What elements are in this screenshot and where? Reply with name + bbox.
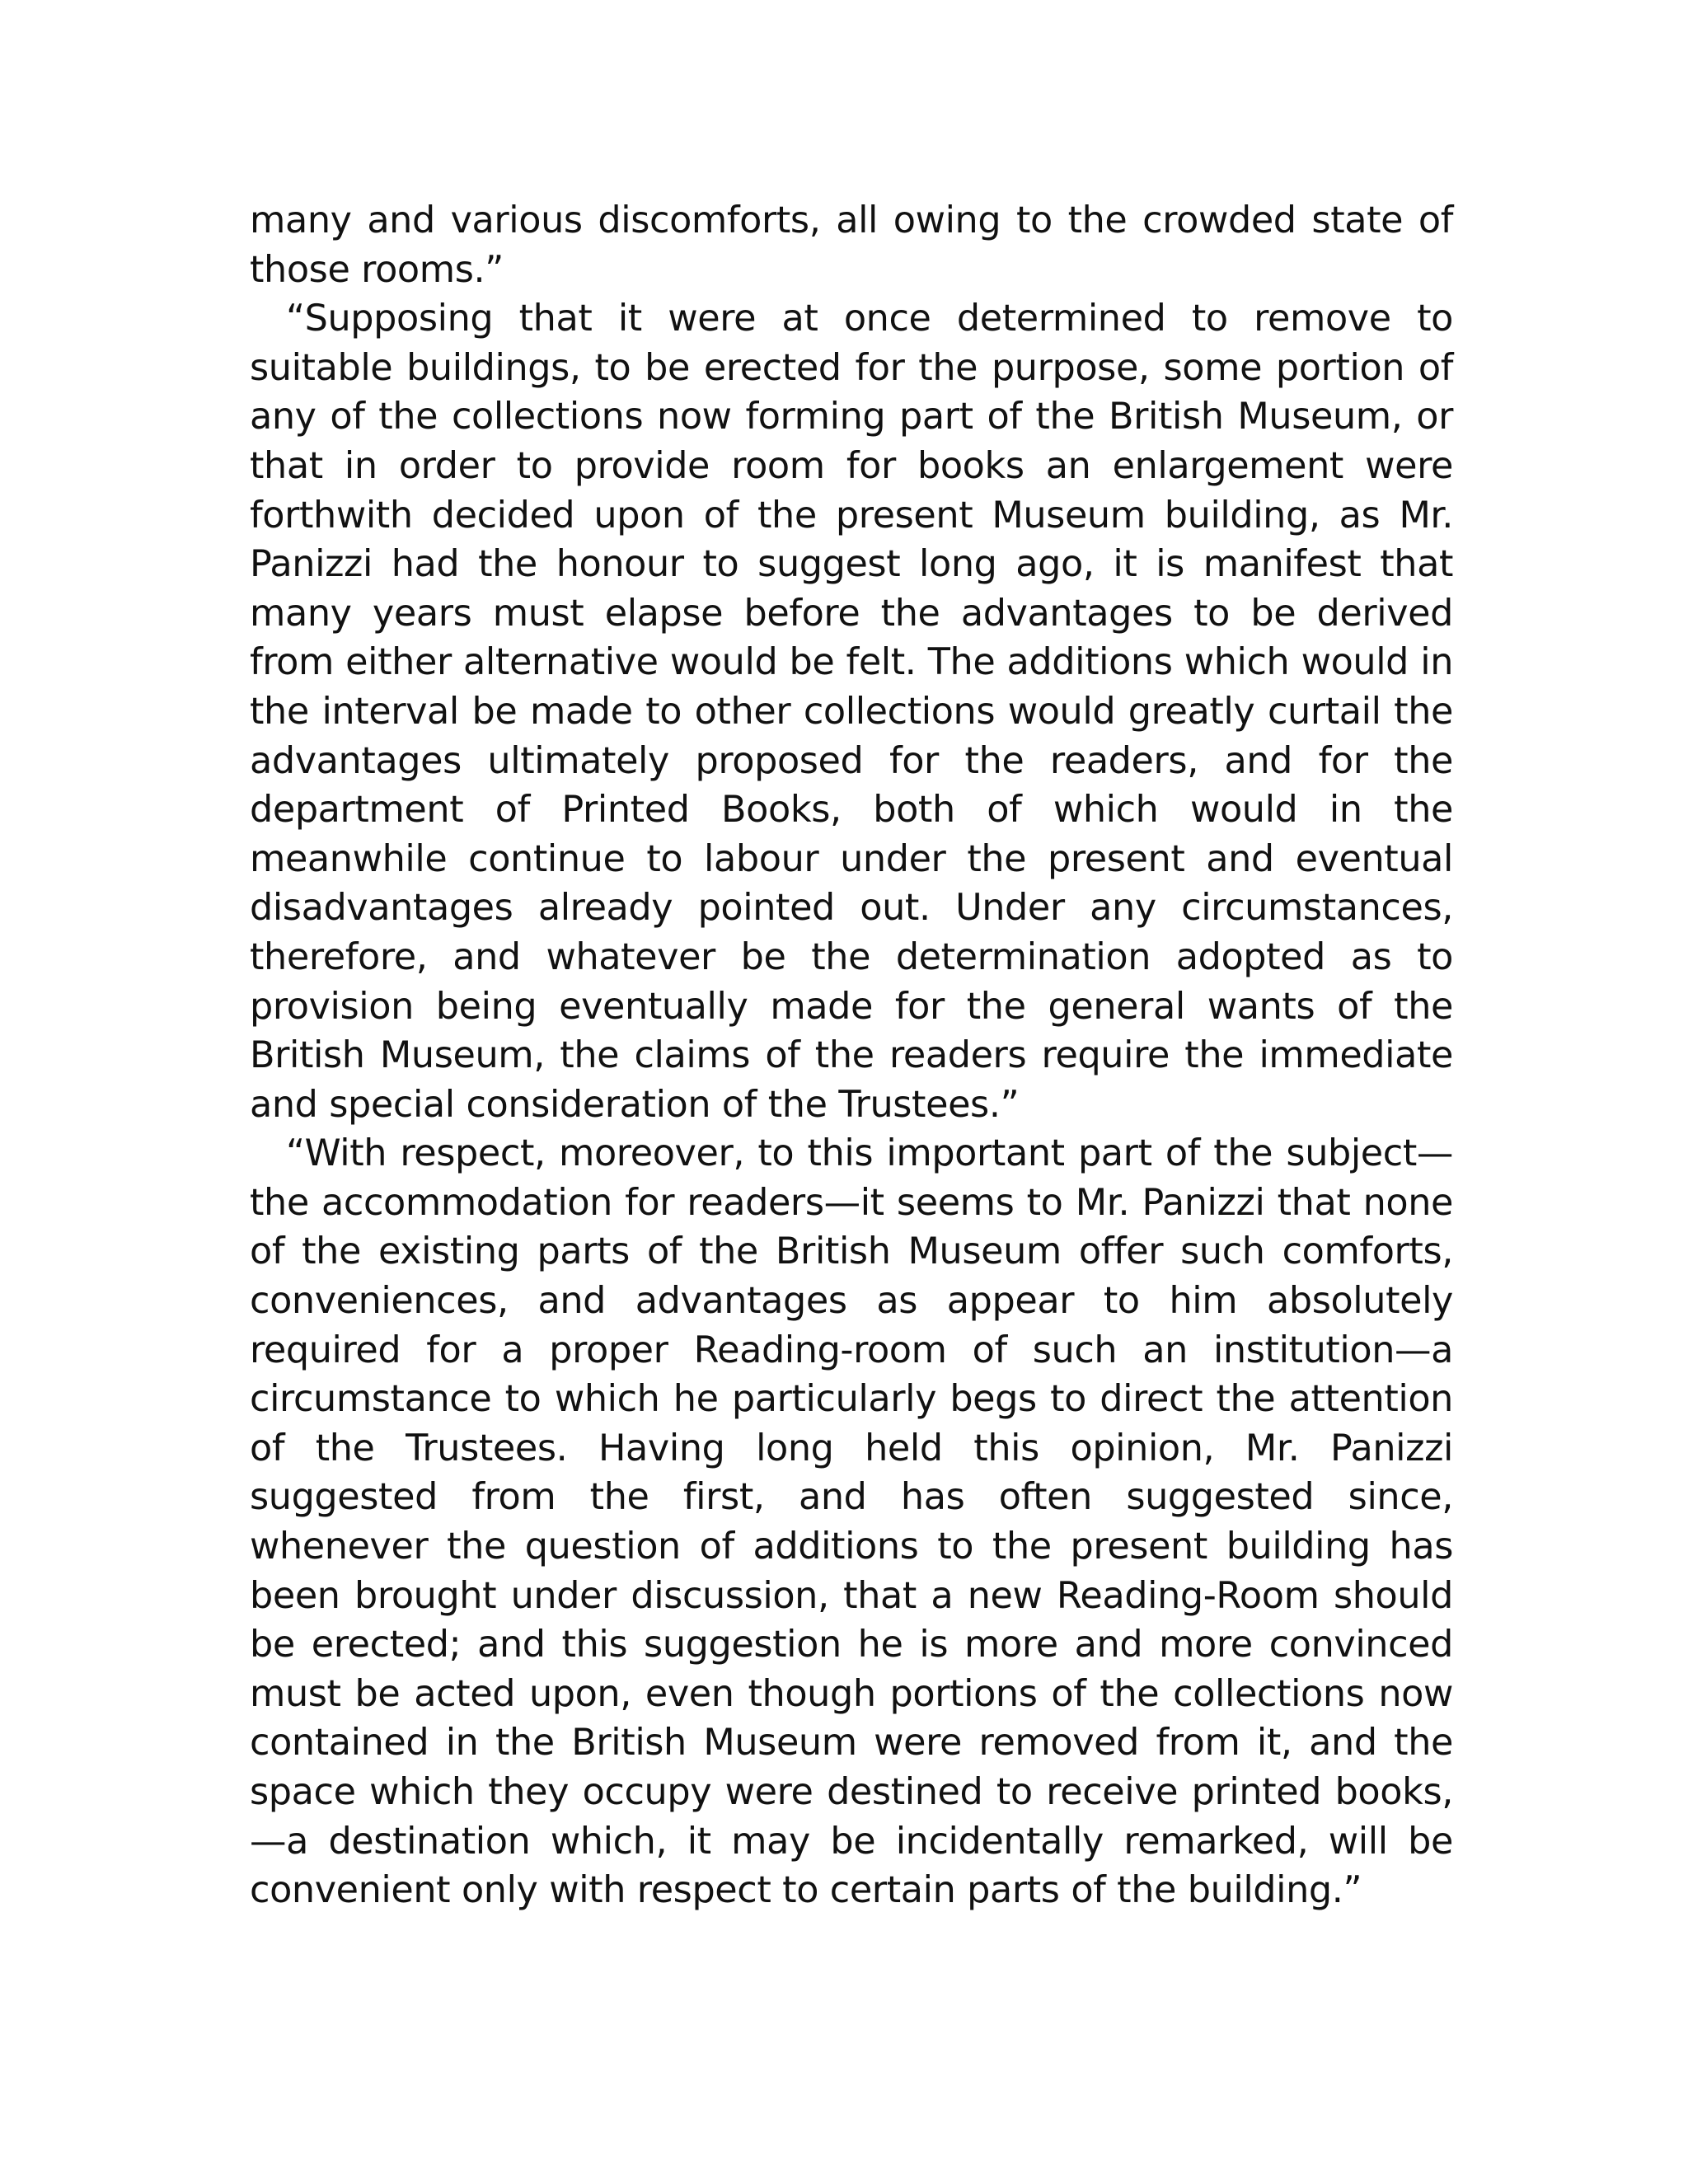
- paragraph-continuation: many and various discomforts, all owing to the crowded state of those rooms.”: [250, 199, 1453, 291]
- paragraph-with-respect: “With respect, moreover, to this important part of the subject—the accommodation for readers—it seems to Mr. Panizzi that none of the existing parts of the British Museum offer such comforts, conveniences, and advantages as appear to him absolutely required for a proper Reading-room of such an institution—a circumstance to which he particularly begs to direct the attention of the Trustees. Having long held this opinion, Mr. Panizzi suggested from the first, and has often suggested since, whenever the question of additions to the present building has been brought under discussion, that a new Reading-Room should be erected; and this suggestion he is more and more convinced must be acted upon, even though portions of the collections now contained in the British Museum were removed from it, and the space which they occupy were destined to receive printed books,—a destination which, it may be incidentally remarked, will be convenient only with respect to certain parts of the building.”: [250, 1132, 1453, 1912]
- paragraph-supposing: “Supposing that it were at once determined to remove to suitable buildings, to be erected for the purpose, some portion of any of the collections now forming part of the British Museum, or that in order to provide room for books an enlargement were forthwith decided upon of the present Museum building, as Mr. Panizzi had the honour to suggest long ago, it is manifest that many years must elapse before the advantages to be derived from either alternative would be felt. The additions which would in the interval be made to other collections would greatly curtail the advantages ultimately proposed for the readers, and for the department of Printed Books, both of which would in the meanwhile continue to labour under the present and eventual disadvantages already pointed out. Under any circumstances, therefore, and whatever be the determination adopted as to provision being eventually made for the general wants of the British Museum, the claims of the readers require the immediate and special consideration of the Trustees.”: [250, 298, 1453, 1126]
- page-text-block: [250, 196, 1453, 1915]
